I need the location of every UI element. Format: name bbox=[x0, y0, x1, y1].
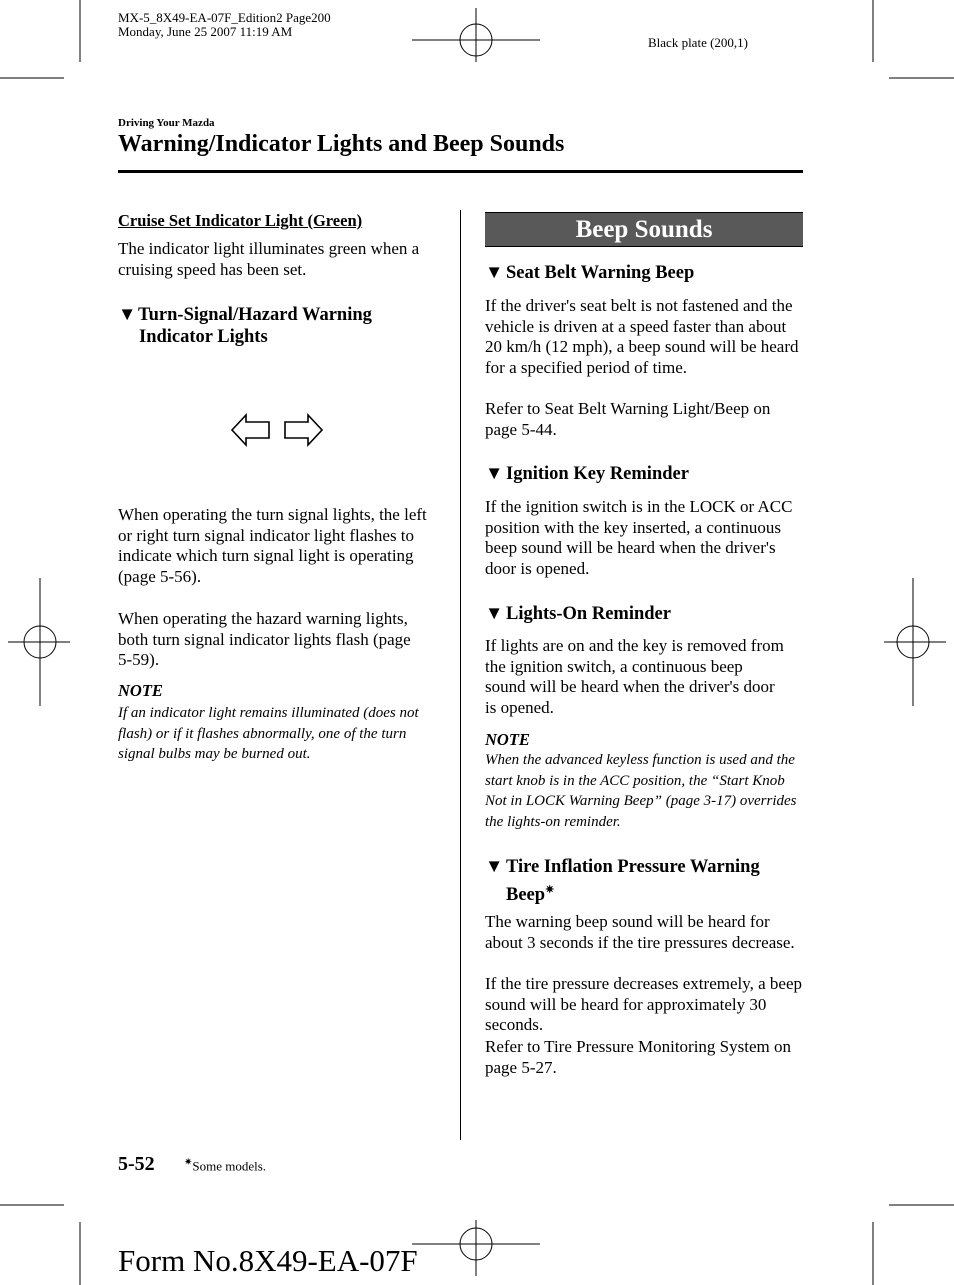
right-note-heading: NOTE bbox=[485, 730, 530, 749]
file-info: MX-5_8X49-EA-07F_Edition2 Page200 bbox=[118, 10, 331, 25]
ignition-text: If the ignition switch is in the LOCK or ACC position with the key inserted, a continuous beep sound will be heard when the driver's door is opened. bbox=[485, 497, 793, 579]
turn-signal-text: When operating the turn signal lights, the left or right turn signal indicator light flashes to indicate which turn signal light is operating (page 5-56). bbox=[118, 505, 427, 587]
ignition-heading: ▼ Ignition Key Reminder bbox=[485, 464, 689, 484]
left-note-heading: NOTE bbox=[118, 681, 163, 700]
page-number: 5-52 bbox=[118, 1153, 155, 1175]
triangle-bullet-icon: ▼ bbox=[118, 305, 137, 325]
cruise-text: The indicator light illuminates green when a cruising speed has been set. bbox=[118, 239, 420, 279]
triangle-bullet-icon: ▼ bbox=[485, 464, 504, 484]
page-title: Warning/Indicator Lights and Beep Sounds bbox=[118, 131, 565, 157]
print-datetime: Monday, June 25 2007 11:19 AM bbox=[118, 24, 293, 39]
hazard-text: When operating the hazard warning lights, both turn signal indicator lights flash (page 5-59). bbox=[118, 609, 411, 670]
beep-sounds-banner: Beep Sounds bbox=[485, 212, 803, 247]
left-note-text: If an indicator light remains illuminated (does not flash) or if it flashes abnormally, one of the turn signal bulbs may be burned out. bbox=[118, 705, 419, 763]
asterisk-icon: ✷ bbox=[184, 1157, 193, 1168]
column-divider bbox=[460, 210, 461, 1140]
title-rule bbox=[118, 170, 803, 173]
lights-on-text: If lights are on and the key is removed from the ignition switch, a continuous beep sound will be heard when the driver's door is opened. bbox=[485, 636, 784, 718]
tire-pressure-text-2: If the tire pressure decreases extremely, a beep sound will be heard for approximately 30 seconds. bbox=[485, 974, 803, 1035]
turn-signal-arrows-icon bbox=[230, 412, 324, 448]
turn-signal-heading-line2: Indicator Lights bbox=[139, 327, 268, 347]
tire-pressure-heading-line2: Beep✷ bbox=[506, 884, 555, 906]
section-label: Driving Your Mazda bbox=[118, 117, 215, 129]
footnote: ✷Some models. bbox=[184, 1157, 267, 1174]
triangle-bullet-icon: ▼ bbox=[485, 604, 504, 624]
plate-info: Black plate (200,1) bbox=[648, 35, 748, 50]
asterisk-icon: ✷ bbox=[545, 884, 555, 896]
cruise-heading: Cruise Set Indicator Light (Green) bbox=[118, 211, 363, 230]
triangle-bullet-icon: ▼ bbox=[485, 857, 504, 877]
right-note-text: When the advanced keyless function is used and the start knob is in the ACC position, the “Start Knob Not in LOCK Warning Beep” (page 3-17) overrides the lights-on reminder. bbox=[485, 752, 797, 831]
form-number: Form No.8X49-EA-07F bbox=[118, 1243, 418, 1278]
tire-pressure-ref: Refer to Tire Pressure Monitoring System on page 5-27. bbox=[485, 1037, 791, 1077]
seatbelt-text: If the driver's seat belt is not fastened and the vehicle is driven at a speed faster than about 20 km/h (12 mph), a beep sound will be heard for a specified period of time. bbox=[485, 296, 799, 378]
tire-pressure-text: The warning beep sound will be heard for about 3 seconds if the tire pressures decrease. bbox=[485, 912, 795, 952]
seatbelt-heading: ▼ Seat Belt Warning Beep bbox=[485, 263, 695, 283]
lights-on-heading: ▼ Lights-On Reminder bbox=[485, 604, 671, 624]
turn-signal-heading: ▼Turn-Signal/Hazard Warning bbox=[118, 305, 372, 325]
tire-pressure-heading: ▼ Tire Inflation Pressure Warning bbox=[485, 857, 760, 877]
triangle-bullet-icon: ▼ bbox=[485, 263, 504, 283]
seatbelt-ref: Refer to Seat Belt Warning Light/Beep on page 5-44. bbox=[485, 399, 771, 439]
